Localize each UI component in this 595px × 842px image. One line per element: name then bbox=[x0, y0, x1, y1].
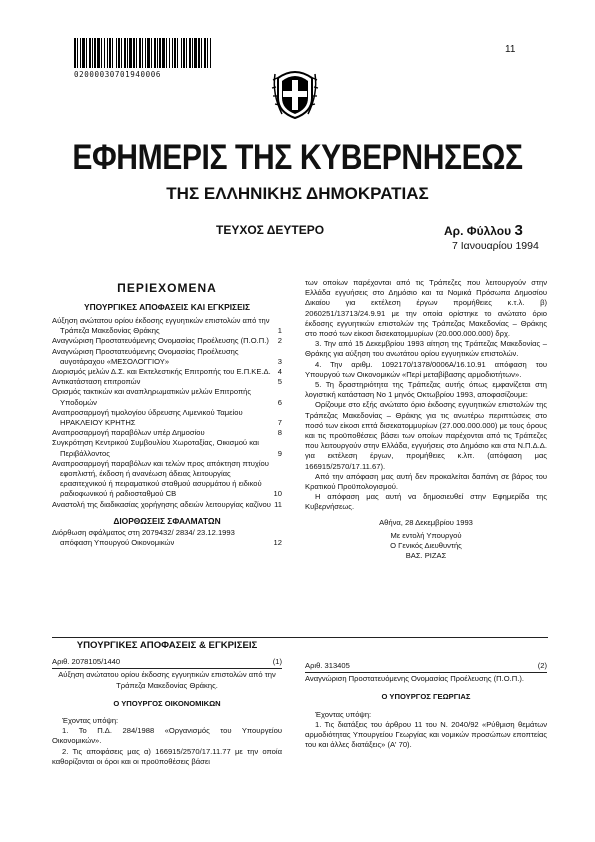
toc-item bbox=[52, 459, 282, 500]
ref-number: Αριθ. 2078105/1440 bbox=[52, 657, 121, 667]
toc-item bbox=[52, 500, 282, 510]
toc-item-text: Αναστολή της διαδικασίας χορήγησης αδειών λειτουργίας καζίνου bbox=[52, 499, 271, 509]
toc-item-page: 2 bbox=[277, 336, 282, 346]
toc-item-page: 1 bbox=[277, 326, 282, 336]
decision-1 bbox=[52, 641, 282, 767]
toc-item-text: Αναπροσαρμογή παραβόλων υπέρ Δημοσίου bbox=[52, 428, 205, 438]
section-divider bbox=[52, 637, 548, 638]
coat-of-arms-icon bbox=[270, 64, 320, 120]
paragraph: των οποίων παρέχονται από τις Τράπεζες που λειτουργούν στην Ελλάδα εγγυήσεις στο Δημόσιο και τα Νομικά Πρόσωπα Δημοσίου Δικαίου για εκτέλεση έργων προμήθειες κ.τ.λ. β) 2060251/13713/24.9.91 με την οποία ορίστηκε το ανώτατο όριο έκδοσης εγγυητικών επιστολών της Τράπεζας Μακεδονίας – Θράκης στο ποσό των είκοσι δισεκατομμυρίων (20.000.000.000) δρχ. bbox=[305, 278, 547, 339]
decision-2 bbox=[305, 661, 547, 750]
page-number: 11 bbox=[505, 44, 516, 55]
toc-item bbox=[52, 428, 282, 438]
gazette-subtitle: ΤΗΣ ΕΛΛΗΝΙΚΗΣ ΔΗΜΟΚΡΑΤΙΑΣ bbox=[166, 184, 429, 203]
sheet-number bbox=[444, 222, 523, 239]
toc-item bbox=[52, 528, 282, 548]
paragraph: Ορίζουμε στο εξής ανώτατο όριο έκδοσης εγγυητικών επιστολών της Τράπεζας Μακεδονίας – Θράκης για τις ανωτέρω περιπτώσεις στο ποσό των είκοσι επτά δισεκατομμυρίων (27.000.000.000) με τους όρους και τις προϋποθέσεις βάσει των οποίων παρέχονται από τις Τράπεζες που λειτουργούν στην Ελλάδα, εγγυήσεις στο Δημόσιο και στα Ν.Π.Δ.Δ. για εκτέλεση έργων, προμήθειες κ.λπ. (απόφαση μας 166915/2570/17.11.67). bbox=[305, 400, 547, 471]
gazette-title: ΕΦΗΜΕΡΙΣ ΤΗΣ ΚΥΒΕΡΝΗΣΕΩΣ bbox=[72, 138, 523, 177]
toc-item-text: Αναγνώριση Προστατευόμενης Ονομασίας Προέλευσης αυγοτάραχου «ΜΕΣΟΛΟΓΓΙΟΥ» bbox=[52, 346, 239, 366]
sheet-label: Αρ. Φύλλου bbox=[444, 224, 512, 238]
toc-item-page: 5 bbox=[277, 377, 282, 387]
paragraph: 1. Το Π.Δ. 284/1988 «Οργανισμός του Υπουργείου Οικονομικών». bbox=[52, 726, 282, 746]
toc-item-text: Αντικατάσταση επιτροπών bbox=[52, 377, 141, 387]
toc-item-page: 8 bbox=[277, 428, 282, 438]
barcode bbox=[74, 38, 212, 68]
paragraph: Έχοντας υπόψη: bbox=[62, 716, 119, 726]
signature-line: Ο Γενικός Διευθυντής bbox=[390, 541, 462, 551]
table-of-contents bbox=[52, 281, 282, 548]
toc-item bbox=[52, 347, 282, 367]
minister-heading: Ο ΥΠΟΥΡΓΟΣ ΓΕΩΡΓΙΑΣ bbox=[381, 692, 471, 702]
toc-item-text: Ορισμός τακτικών και αναπληρωματικών μελών Επιτροπής Υποδομών bbox=[52, 387, 252, 407]
sheet-value: 3 bbox=[514, 222, 523, 239]
paragraph: 5. Τη δραστηριότητα της Τράπεζας αυτής όπως εμφανίζεται στη λογιστική κατάσταση Νο 1 μηνός Οκτωβρίου 1993, αποφασίζουμε: bbox=[305, 380, 547, 400]
toc-section-heading: ΥΠΟΥΡΓΙΚΕΣ ΑΠΟΦΑΣΕΙΣ ΚΑΙ ΕΓΚΡΙΣΕΙΣ bbox=[83, 302, 251, 312]
toc-item-page: 7 bbox=[277, 418, 282, 428]
paragraph: Έχοντας υπόψη: bbox=[315, 709, 372, 719]
toc-item-page: 11 bbox=[274, 499, 282, 509]
toc-item bbox=[52, 387, 282, 407]
toc-item-text: Συγκρότηση Κεντρικού Συμβουλίου Χωροταξίας, Οικισμού και Περιβάλλοντος bbox=[52, 438, 259, 458]
toc-item-page: 12 bbox=[273, 538, 282, 548]
toc-item-page: 10 bbox=[273, 489, 282, 499]
toc-item-page: 6 bbox=[277, 397, 282, 407]
toc-item bbox=[52, 377, 282, 387]
section-heading: ΥΠΟΥΡΓΙΚΕΣ ΑΠΟΦΑΣΕΙΣ & ΕΓΚΡΙΣΕΙΣ bbox=[76, 640, 258, 651]
paragraph: 4. Την αριθμ. 1092170/1378/0006Α/16.10.91 απόφαση του Υπουργού των Οικονομικών «Περί μεταβίβασης αρμοδιοτήτων». bbox=[305, 359, 547, 379]
toc-item-text: Αναπροσαρμογή τιμολογίου ύδρευσης Λιμενικού Ταμείου ΗΡΑΚΛΕΙΟΥ ΚΡΗΤΗΣ bbox=[52, 407, 243, 428]
paragraph: 3. Την από 15 Δεκεμβρίου 1993 αίτηση της Τράπεζας Μακεδονίας – Θράκης για αύξηση του ανωτάτου ορίου εγγυητικών επιστολών. bbox=[305, 339, 547, 359]
toc-item bbox=[52, 438, 282, 458]
issue-date: 7 Ιανουαρίου 1994 bbox=[452, 240, 539, 252]
toc-item-text: Αύξηση ανώτατου ορίου έκδοσης εγγυητικών επιστολών από την Τράπεζα Μακεδονίας Θράκης bbox=[52, 316, 270, 336]
toc-item bbox=[52, 336, 282, 346]
signature-line: Με εντολή Υπουργού bbox=[390, 530, 462, 540]
paragraph: Η απόφαση μας αυτή να δημοσιευθεί στην Εφημερίδα της Κυβερνήσεως. bbox=[305, 492, 547, 512]
decision-ref bbox=[305, 661, 547, 671]
paragraph: 2. Τις αποφάσεις μας α) 166915/2570/17.11.77 με την οποία καθορίζονται οι όροι και οι προϋποθέσεις βάσει bbox=[52, 746, 282, 766]
minister-heading: Ο ΥΠΟΥΡΓΟΣ ΟΙΚΟΝΟΜΙΚΩΝ bbox=[113, 698, 221, 708]
toc-item bbox=[52, 408, 282, 428]
toc-title: ΠΕΡΙΕΧΟΜΕΝΑ bbox=[117, 281, 217, 295]
toc-item bbox=[52, 367, 282, 377]
toc-item-page: 3 bbox=[277, 356, 282, 366]
decision-ref bbox=[52, 657, 282, 667]
place-date: Αθήνα, 28 Δεκεμβρίου 1993 bbox=[379, 517, 473, 527]
toc-item-text: Διόρθωση σφάλματος στη 2079432/ 2834/ 23.12.1993 απόφαση Υπουργού Οικονομικών bbox=[52, 527, 235, 548]
decision-subject: Αύξηση ανώτατου ορίου έκδοσης εγγυητικών επιστολών από την Τράπεζα Μακεδονίας Θράκης. bbox=[52, 668, 282, 690]
signatory-name: ΒΑΣ. ΡΙΖΑΣ bbox=[405, 551, 447, 561]
ref-index: (1) bbox=[272, 657, 282, 667]
toc-item-page: 9 bbox=[277, 448, 282, 458]
toc-item-text: Αναπροσαρμογή παραβόλων και τελών προς απόκτηση πτυχίου εφοπλιστή, έκδοση ή ανανέωση άδειας λειτουργίας ερασιτεχνικού ή πειραματικού σταθμού ασυρμάτου ή ειδικού ραδιοφωνικού ή ραδιοσταθμού CB bbox=[52, 458, 269, 499]
toc-item bbox=[52, 316, 282, 336]
toc-item-text: Αναγνώριση Προστατευόμενης Ονομασίας Προέλευσης (Π.Ο.Π.) bbox=[52, 336, 269, 346]
barcode-number: 02000030701940006 bbox=[74, 70, 161, 79]
decision-1-continued bbox=[305, 278, 547, 561]
ref-number: Αριθ. 313405 bbox=[305, 661, 350, 670]
toc-corrections-heading: ΔΙΟΡΘΩΣΕΙΣ ΣΦΑΛΜΑΤΩΝ bbox=[113, 515, 221, 526]
paragraph: Από την απόφαση μας αυτή δεν προκαλείται δαπάνη σε βάρος του Κρατικού Προϋπολογισμού. bbox=[305, 471, 547, 492]
toc-list bbox=[52, 316, 282, 510]
paragraph: 1. Τις διατάξεις του άρθρου 11 του Ν. 2040/92 «Ρύθμιση θεμάτων αρμοδιότητας Υπουργείου Γεωργίας και νομικών προσώπων εποπτείας του και άλλες διατάξεις» (Α' 70). bbox=[305, 719, 547, 750]
ref-index: (2) bbox=[537, 661, 547, 670]
decision-subject: Αναγνώριση Προστατευόμενης Ονομασίας Προέλευσης (Π.Ο.Π.). bbox=[305, 672, 547, 684]
toc-item-page: 4 bbox=[277, 367, 282, 377]
issue-label: ΤΕΥΧΟΣ ΔΕΥΤΕΡΟ bbox=[216, 223, 325, 237]
toc-item-text: Διορισμός μελών Δ.Σ. και Εκτελεστικής Επιτροπής του Ε.Π.ΚΕ.Δ. bbox=[52, 367, 271, 377]
